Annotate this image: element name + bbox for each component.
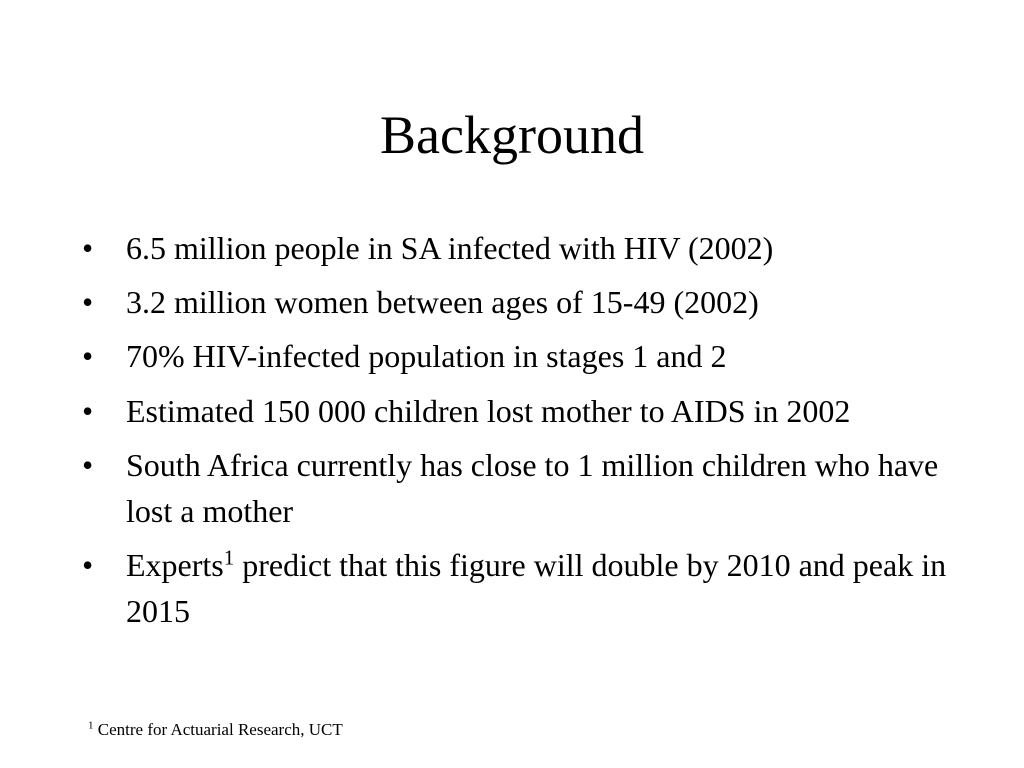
bullet-item-orphans-current (82, 442, 962, 534)
bullet-text-before: Experts (126, 547, 224, 583)
slide-title: Background (380, 105, 644, 165)
bullet-item-stages (82, 334, 962, 378)
bullet-item-experts-prediction (82, 542, 962, 634)
bullet-icon: • (82, 230, 94, 266)
bullet-text: 3.2 million women between ages of 15-49 (2002) (126, 284, 759, 320)
bullet-text: 70% HIV-infected population in stages 1 and 2 (126, 338, 727, 374)
bullet-icon: • (82, 547, 94, 583)
bullet-icon: • (82, 393, 94, 429)
bullet-text: South Africa currently has close to 1 million children who have lost a mother (126, 447, 939, 529)
bullet-text (126, 547, 946, 629)
bullet-icon: • (82, 284, 94, 320)
bullet-item-children-lost-2002 (82, 388, 962, 434)
footnote-text: Centre for Actuarial Research, UCT (93, 720, 343, 739)
footnote-number: 1 (88, 719, 94, 732)
footnote-reference: 1 (223, 545, 235, 570)
bullet-text: 6.5 million people in SA infected with HIV (2002) (126, 230, 774, 266)
bullet-list (82, 226, 962, 642)
bullet-text-after: predict that this figure will double by 2010 and peak in 2015 (126, 547, 947, 629)
bullet-icon: • (82, 338, 94, 374)
bullet-item-women-infected (82, 280, 962, 324)
bullet-icon: • (82, 447, 94, 483)
bullet-item-hiv-infected (82, 226, 962, 270)
footnote (88, 719, 343, 741)
bullet-text: Estimated 150 000 children lost mother to AIDS in 2002 (126, 393, 851, 429)
